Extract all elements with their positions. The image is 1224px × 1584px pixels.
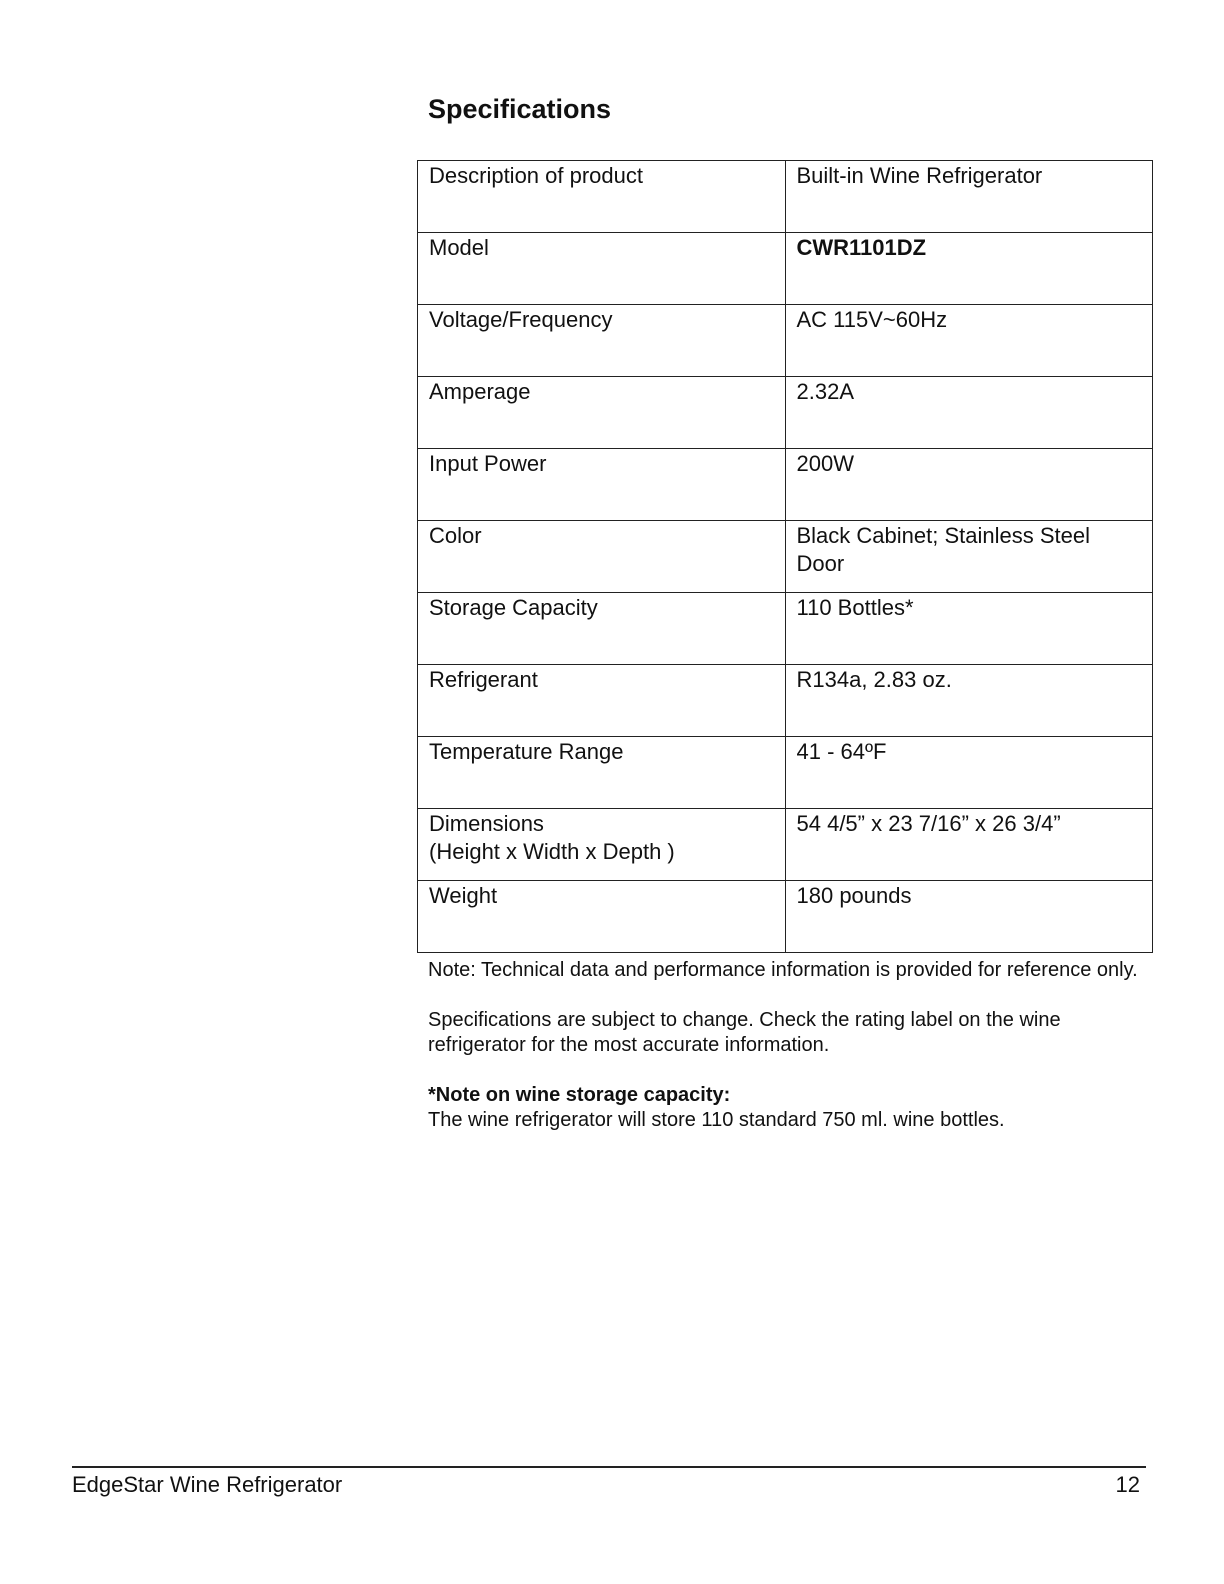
- storage-note-text: The wine refrigerator will store 110 standard 750 ml. wine bottles.: [428, 1109, 1005, 1131]
- table-row: [418, 665, 1153, 737]
- footer-title: EdgeStar Wine Refrigerator: [72, 1472, 343, 1497]
- spec-value: Built-in Wine Refrigerator: [785, 161, 1153, 233]
- page-title: Specifications: [428, 94, 612, 124]
- page-number: 12: [1115, 1472, 1140, 1497]
- spec-value: Black Cabinet; Stainless Steel Door: [785, 521, 1153, 593]
- spec-label-cell: [418, 809, 786, 881]
- storage-note: [428, 1083, 1148, 1133]
- table-row: [418, 305, 1153, 377]
- spec-label: Storage Capacity: [418, 593, 786, 665]
- table-row: [418, 233, 1153, 305]
- notes-section: [428, 958, 1148, 1158]
- spec-value-model: CWR1101DZ: [785, 233, 1153, 305]
- change-note: Specifications are subject to change. Check the rating label on the wine refrigerator for the most accurate information.: [428, 1009, 1061, 1056]
- spec-label: Model: [418, 233, 786, 305]
- footer-divider: [72, 1466, 1146, 1468]
- table-row: [418, 881, 1153, 953]
- table-row: [418, 593, 1153, 665]
- spec-value: 180 pounds: [785, 881, 1153, 953]
- table-row: [418, 809, 1153, 881]
- specifications-table: [417, 160, 1153, 953]
- technical-note: Note: Technical data and performance information is provided for reference only.: [428, 959, 1138, 981]
- storage-note-heading: *Note on wine storage capacity:: [428, 1084, 731, 1106]
- spec-label: Weight: [418, 881, 786, 953]
- spec-label: Amperage: [418, 377, 786, 449]
- table-row: [418, 449, 1153, 521]
- spec-label-sub: (Height x Width x Depth ): [429, 839, 675, 864]
- spec-label: Color: [418, 521, 786, 593]
- spec-label: Refrigerant: [418, 665, 786, 737]
- spec-label: Dimensions: [429, 811, 544, 836]
- spec-value: 110 Bottles*: [785, 593, 1153, 665]
- spec-value: 200W: [785, 449, 1153, 521]
- table-row: [418, 161, 1153, 233]
- table-row: [418, 737, 1153, 809]
- spec-label: Voltage/Frequency: [418, 305, 786, 377]
- spec-label: Temperature Range: [418, 737, 786, 809]
- table-row: [418, 521, 1153, 593]
- spec-value: 54 4/5” x 23 7/16” x 26 3/4”: [785, 809, 1153, 881]
- table-row: [418, 377, 1153, 449]
- spec-value: R134a, 2.83 oz.: [785, 665, 1153, 737]
- spec-label: Input Power: [418, 449, 786, 521]
- spec-value: 2.32A: [785, 377, 1153, 449]
- spec-value: AC 115V~60Hz: [785, 305, 1153, 377]
- spec-value: 41 - 64ºF: [785, 737, 1153, 809]
- spec-label: Description of product: [418, 161, 786, 233]
